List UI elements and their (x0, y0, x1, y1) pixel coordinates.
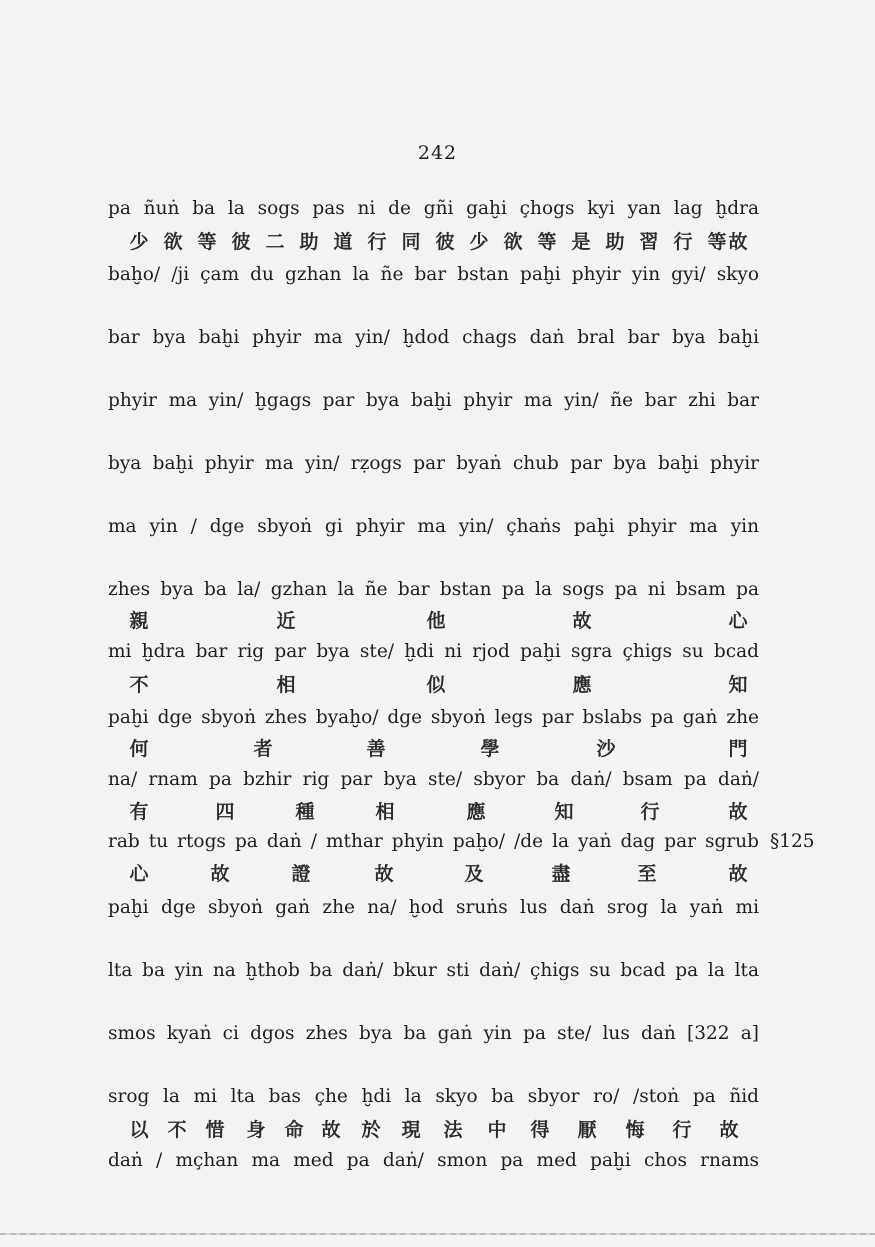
gloss-char: 故 (321, 1119, 341, 1141)
gloss-char: 知 (728, 674, 748, 696)
gloss-char: 習 (639, 231, 659, 253)
gloss-char: 近 (276, 610, 296, 632)
text-line: zhes bya ba la/ gzhan la ñe bar bstan pa la sogs pa ni bsam pa (108, 579, 759, 600)
gloss-char: 厭 (577, 1119, 597, 1141)
gloss-char: 欲 (163, 231, 183, 253)
gloss-char: 二 (265, 231, 285, 253)
gloss-char: 中 (487, 1119, 507, 1141)
gloss-char: 不 (129, 674, 149, 696)
gloss-char: 行 (672, 1119, 692, 1141)
gloss-char: 有 (129, 801, 149, 823)
text-line: ma yin / dge sbyoṅ gi phyir ma yin/ çhaṅs paḫi phyir ma yin (108, 516, 759, 537)
text-line: lta ba yin na ḫthob ba daṅ/ bkur sti daṅ/ çhigs su bcad pa la lta (108, 960, 759, 981)
gloss-char: 相 (276, 674, 296, 696)
gloss-char: 故 (572, 610, 592, 632)
gloss-char: 於 (361, 1119, 381, 1141)
gloss-char: 何 (129, 738, 149, 760)
page-number: 242 (417, 142, 458, 164)
gloss-char: 彼 (435, 231, 455, 253)
gloss-char: 等 (197, 231, 217, 253)
text-line: na/ rnam pa bzhir rig par bya ste/ sbyor ba daṅ/ bsam pa daṅ/ (108, 769, 759, 790)
gloss-char: 知 (554, 801, 574, 823)
gloss-char: 命 (284, 1119, 304, 1141)
gloss-char: 故 (719, 1119, 739, 1141)
gloss-char: 門 (728, 738, 748, 760)
gloss-char: 應 (466, 801, 486, 823)
gloss-char: 是 (571, 231, 591, 253)
text-line: paḫi dge sbyoṅ gaṅ zhe na/ ḫod sruṅs lus daṅ srog la yaṅ mi (108, 897, 759, 918)
gloss-char: 法 (443, 1119, 463, 1141)
gloss-char: 悔 (625, 1119, 645, 1141)
gloss-char: 現 (401, 1119, 421, 1141)
gloss-char: 惜 (205, 1119, 225, 1141)
text-line: srog la mi lta bas çhe ḫdi la skyo ba sbyor ro/ /stoṅ pa ñid (108, 1086, 759, 1107)
section-marker: §125 (770, 831, 815, 852)
text-line: bya baḫi phyir ma yin/ rẓogs par byaṅ chub par bya baḫi phyir (108, 453, 759, 474)
gloss-char: 道 (333, 231, 353, 253)
gloss-char: 心 (129, 863, 149, 885)
text-line: pa ñuṅ ba la sogs pas ni de gñi gaḫi çhogs kyi yan lag ḫdra (108, 198, 759, 219)
gloss-char: 欲 (503, 231, 523, 253)
gloss-char: 應 (572, 674, 592, 696)
gloss-char: 彼 (231, 231, 251, 253)
gloss-char: 善 (366, 738, 386, 760)
gloss-char: 行 (640, 801, 660, 823)
text-line: daṅ / mçhan ma med pa daṅ/ smon pa med paḫi chos rnams (108, 1150, 759, 1171)
gloss-char: 親 (129, 610, 149, 632)
gloss-char: 至 (637, 863, 657, 885)
gloss-char: 故 (374, 863, 394, 885)
gloss-char: 四 (215, 801, 235, 823)
text-line: smos kyaṅ ci dgos zhes bya ba gaṅ yin pa ste/ lus daṅ [322 a] (108, 1023, 759, 1044)
text-line: baḫo/ /ji çam du gzhan la ñe bar bstan paḫi phyir yin gyi/ skyo (108, 264, 759, 285)
gloss-char: 以 (129, 1119, 149, 1141)
gloss-char: 少 (129, 231, 149, 253)
gloss-char: 同 (401, 231, 421, 253)
gloss-char: 得 (530, 1119, 550, 1141)
text-line: bar bya baḫi phyir ma yin/ ḫdod chags daṅ bral bar bya baḫi (108, 327, 759, 348)
text-line: phyir ma yin/ ḫgags par bya baḫi phyir ma yin/ ñe bar zhi bar (108, 390, 759, 411)
gloss-char: 故 (728, 801, 748, 823)
gloss-char: 證 (291, 863, 311, 885)
text-line: rab tu rtogs pa daṅ / mthar phyin paḫo/ /de la yaṅ dag par sgrub (108, 831, 759, 852)
gloss-char: 身 (246, 1119, 266, 1141)
gloss-char: 故 (728, 231, 748, 253)
text-line: mi ḫdra bar rig par bya ste/ ḫdi ni rjod paḫi sgra çhigs su bcad (108, 641, 759, 662)
gloss-char: 行 (367, 231, 387, 253)
gloss-char: 故 (210, 863, 230, 885)
gloss-char: 學 (480, 738, 500, 760)
gloss-char: 等 (537, 231, 557, 253)
text-line: paḫi dge sbyoṅ zhes byaḫo/ dge sbyoṅ legs par bslabs pa gaṅ zhe (108, 707, 759, 728)
gloss-char: 及 (464, 863, 484, 885)
gloss-char: 心 (728, 610, 748, 632)
gloss-char: 似 (426, 674, 446, 696)
gloss-char: 行 (673, 231, 693, 253)
gloss-char: 相 (375, 801, 395, 823)
gloss-char: 種 (295, 801, 315, 823)
gloss-char: 等 (707, 231, 727, 253)
gloss-char: 助 (605, 231, 625, 253)
gloss-char: 故 (728, 863, 748, 885)
gloss-char: 助 (299, 231, 319, 253)
gloss-char: 他 (426, 610, 446, 632)
gloss-char: 不 (167, 1119, 187, 1141)
gloss-char: 者 (253, 738, 273, 760)
gloss-char: 盡 (551, 863, 571, 885)
scan-edge-divider (0, 1233, 875, 1235)
gloss-char: 沙 (596, 738, 616, 760)
gloss-char: 少 (469, 231, 489, 253)
